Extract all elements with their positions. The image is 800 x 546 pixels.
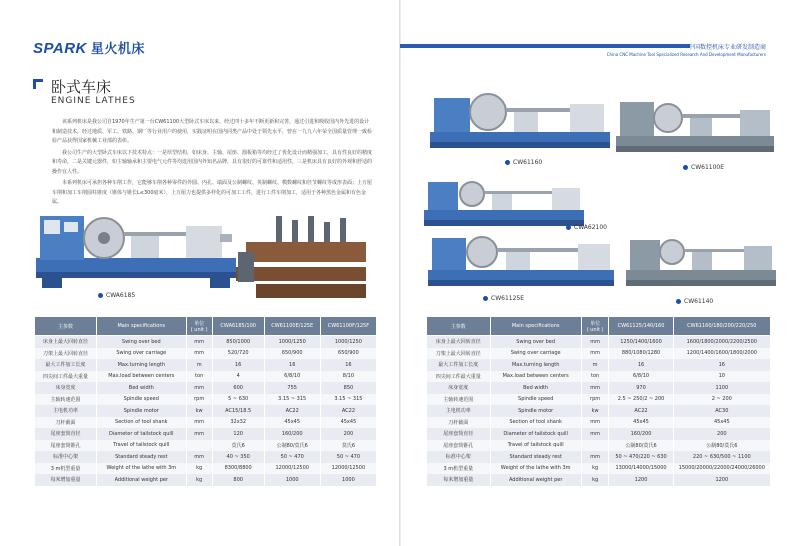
table-row [35, 359, 377, 371]
table-cell: ton [581, 371, 609, 383]
table-row [427, 382, 771, 394]
caption-cw61125e [483, 295, 524, 302]
table-row [35, 451, 377, 463]
table-cell: 3.15 ~ 315 [320, 394, 376, 406]
table-cell: 45x45 [609, 417, 673, 429]
table-cell: kg [581, 474, 609, 486]
table-row [427, 451, 771, 463]
table-cell: mm [581, 417, 609, 429]
left-spec-table [34, 316, 377, 486]
lathe-cwa6185-image [36, 208, 236, 290]
table-cell: 2 ~ 200 [673, 394, 770, 406]
caption-text: CW61160 [513, 159, 543, 166]
table-cell: mm [581, 451, 609, 463]
table-row [427, 474, 771, 486]
table-cell: 最大工件加工长度 [427, 359, 491, 371]
table-row [35, 371, 377, 383]
caption-cw61140 [676, 298, 713, 305]
caption-cw61100e [683, 164, 724, 171]
table-cell: 床身上最大回转直径 [427, 336, 491, 348]
table-cell: 50 ~ 470 [264, 451, 320, 463]
right-table-body [427, 336, 771, 486]
table-cell: 8/10 [320, 371, 376, 383]
caption-dot-icon [683, 165, 688, 170]
table-row [35, 336, 377, 348]
table-row [35, 417, 377, 429]
table-cell: 刀架上最大回转直径 [35, 348, 97, 360]
table-row [35, 474, 377, 486]
table-cell: 莫氏6 [320, 440, 376, 452]
tagline-cn: 中国数控机床专业研发制造商 [687, 44, 766, 51]
table-cell: Section of tool shank [490, 417, 581, 429]
table-cell: 床身上最大回转直径 [35, 336, 97, 348]
table-cell: AC15/18.5 [212, 405, 264, 417]
column-header: 主参数 [35, 317, 97, 336]
table-cell: Diameter of tailstock quill [97, 428, 186, 440]
table-cell: 2.5 ~ 250/2 ~ 200 [609, 394, 673, 406]
table-cell: 尾座套筒锥孔 [35, 440, 97, 452]
table-cell: Additional weight per [97, 474, 186, 486]
table-row [35, 394, 377, 406]
table-cell: Max.turning length [97, 359, 186, 371]
caption-text: CW61125E [491, 295, 524, 302]
table-row [427, 428, 771, 440]
lathe-cwa62100-image [424, 178, 584, 230]
table-cell: 12000/12500 [320, 463, 376, 475]
table-cell: 45x45 [673, 417, 770, 429]
table-cell: Max.load between centers [97, 371, 186, 383]
lathe-cw61100e-image [616, 98, 774, 158]
table-cell: 1000/1250 [320, 336, 376, 348]
table-row [35, 463, 377, 475]
table-cell: kg [581, 463, 609, 475]
table-cell: mm [186, 348, 212, 360]
table-cell: Travel of tailstock quill [490, 440, 581, 452]
table-cell: 四尖间工件最大重量 [427, 371, 491, 383]
table-cell: 标准中心架 [427, 451, 491, 463]
table-cell: 每米增加重量 [35, 474, 97, 486]
castings-image [236, 212, 376, 304]
column-header: Main specifications [490, 317, 581, 336]
table-cell: m [186, 359, 212, 371]
table-cell: 520/720 [212, 348, 264, 360]
table-cell: mm [581, 336, 609, 348]
table-cell: 5 ~ 630 [212, 394, 264, 406]
table-cell: rpm [581, 394, 609, 406]
table-cell: 16 [320, 359, 376, 371]
table-cell: 50 ~ 470/220 ~ 630 [609, 451, 673, 463]
table-cell: Spindle speed [490, 394, 581, 406]
table-cell: ton [186, 371, 212, 383]
caption-dot-icon [98, 293, 103, 298]
column-header: 单位 ( unit ) [581, 317, 609, 336]
table-cell: 3.15 ~ 315 [264, 394, 320, 406]
table-cell: 公制80/莫氏6 [264, 440, 320, 452]
intro-paragraph: 该系列机床是我公司自1970年生产第一台CW61100大型卧式车床以来，经过四十多年不断更新和完善，通过引进和吸收国内外先进的设计和制造技术，经过地质、军工、铁路、钢厂等行业用户的使用，实践证明在国内同类产品中处于领先水平，曾在一九九六年荣全国质量管理一致检验产品获得国家机械工业部的表彰。 [52, 119, 373, 144]
table-cell: mm [186, 336, 212, 348]
table-cell: Swing over bed [490, 336, 581, 348]
lathe-cw61125e-image [428, 234, 614, 292]
table-row [427, 348, 771, 360]
table-cell: Spindle motor [490, 405, 581, 417]
table-cell: Weight of the lathe with 3m [97, 463, 186, 475]
table-cell: mm [186, 428, 212, 440]
table-cell: 800 [212, 474, 264, 486]
table-header-row [427, 317, 771, 336]
caption-dot-icon [483, 296, 488, 301]
right-page [400, 0, 800, 546]
table-cell: 莫氏6 [212, 440, 264, 452]
table-cell: 主轴转速范围 [427, 394, 491, 406]
table-cell: mm [186, 417, 212, 429]
column-header: 单位 ( unit ) [186, 317, 212, 336]
table-cell: 1000 [264, 474, 320, 486]
column-header: CW61125/140/160 [609, 317, 673, 336]
table-cell: Swing over carriage [97, 348, 186, 360]
table-row [427, 463, 771, 475]
title-marker-icon [33, 79, 43, 89]
table-cell: 刀架上最大回转直径 [427, 348, 491, 360]
table-cell: Standard steady rest [490, 451, 581, 463]
table-row [427, 417, 771, 429]
table-cell: 标准中心架 [35, 451, 97, 463]
column-header: CW61160/180/200/220/250 [673, 317, 770, 336]
table-cell: 160/200 [264, 428, 320, 440]
caption-cwa62100 [566, 224, 607, 231]
table-cell: Additional weight per [490, 474, 581, 486]
table-cell: mm [581, 348, 609, 360]
section-title-en: ENGINE LATHES [51, 96, 136, 106]
table-cell: 650/900 [320, 348, 376, 360]
table-cell: 15000/20000/22000/24000/26000 [673, 463, 770, 475]
intro-paragraph: 我公司生产的大型卧式车床以下技术特点：一是厚型结构，如床身、主轴、尾座、溜板箱等均经过了优化设计而精强加工，具有性良好的精度和寿命，二是关键元器件，如主轴轴承和主要电气元件等均选用国内外知名品牌，具有很好的可靠性和适用性，三是机床具有良好的外观和舒适的操作宜人性。 [52, 149, 373, 175]
table-cell: 尾座套筒直径 [35, 428, 97, 440]
header-tagline [607, 42, 766, 57]
table-cell: 公制80/莫氏6 [673, 440, 770, 452]
table-row [427, 440, 771, 452]
table-cell: 3 m机型重量 [427, 463, 491, 475]
table-cell: 650/900 [264, 348, 320, 360]
lathe-cw61160-image [430, 92, 610, 154]
table-row [427, 371, 771, 383]
table-cell: 主电机功率 [35, 405, 97, 417]
table-cell: 尾座套筒直径 [427, 428, 491, 440]
section-title-cn: 卧式车床 [51, 78, 112, 96]
table-row [35, 440, 377, 452]
table-row [427, 359, 771, 371]
table-cell: m [581, 359, 609, 371]
table-row [427, 394, 771, 406]
table-cell: 刀杆截面 [427, 417, 491, 429]
table-cell: 12000/12500 [264, 463, 320, 475]
table-cell: 1600/1800/2000/2200/2500 [673, 336, 770, 348]
table-row [427, 405, 771, 417]
caption-text: CW61100E [691, 164, 724, 171]
table-cell: mm [186, 382, 212, 394]
table-cell: 220 ~ 630/500 ~ 1100 [673, 451, 770, 463]
table-header-row [35, 317, 377, 336]
table-cell: 40 ~ 350 [212, 451, 264, 463]
table-cell: 4 [212, 371, 264, 383]
table-cell: 床身宽度 [427, 382, 491, 394]
table-cell: Max.turning length [490, 359, 581, 371]
table-cell: 200 [673, 428, 770, 440]
table-cell: 刀杆截面 [35, 417, 97, 429]
table-cell: Section of tool shank [97, 417, 186, 429]
caption-text: CWA62100 [574, 224, 607, 231]
column-header: CW61100E/125E [264, 317, 320, 336]
table-cell: AC22 [264, 405, 320, 417]
table-cell: 6/8/10 [609, 371, 673, 383]
table-cell: 880/1080/1280 [609, 348, 673, 360]
table-cell: 200 [320, 428, 376, 440]
table-cell: Bed width [97, 382, 186, 394]
table-cell: Swing over bed [97, 336, 186, 348]
table-cell: 755 [264, 382, 320, 394]
caption-cwa6185 [98, 292, 135, 299]
table-cell: 1000/1250 [264, 336, 320, 348]
logo-cn: 星火机床 [90, 42, 145, 57]
table-cell: 1250/1400/1600 [609, 336, 673, 348]
table-cell: Max.load between centers [490, 371, 581, 383]
table-cell: 160/200 [609, 428, 673, 440]
table-cell: 600 [212, 382, 264, 394]
table-cell: 8300/8800 [212, 463, 264, 475]
table-cell: 1200 [673, 474, 770, 486]
table-cell: Standard steady rest [97, 451, 186, 463]
table-cell: 45x45 [320, 417, 376, 429]
caption-dot-icon [566, 225, 571, 230]
caption-text: CW61140 [684, 298, 714, 305]
table-cell: 主轴转速范围 [35, 394, 97, 406]
table-row [35, 405, 377, 417]
table-cell: 16 [673, 359, 770, 371]
table-cell: 10 [673, 371, 770, 383]
table-cell: kw [581, 405, 609, 417]
column-header: CWA6185/100 [212, 317, 264, 336]
table-cell: 6/8/10 [264, 371, 320, 383]
table-cell: 970 [609, 382, 673, 394]
table-cell: kg [186, 474, 212, 486]
table-cell: 45x45 [264, 417, 320, 429]
table-cell: Spindle speed [97, 394, 186, 406]
table-cell: kw [186, 405, 212, 417]
table-cell: 1100 [673, 382, 770, 394]
column-header: CW61100F/125F [320, 317, 376, 336]
table-cell: 3 m机型重量 [35, 463, 97, 475]
table-cell: 1200/1400/1600/1800/2000 [673, 348, 770, 360]
column-header: Main specifications [97, 317, 186, 336]
table-cell: 床身宽度 [35, 382, 97, 394]
table-cell: rpm [186, 394, 212, 406]
intro-paragraph: 本系列机床可承担各种车削工作，它能够车削各种零件的外圆、内孔、端面及公制螺纹、英制螺纹、模数螺纹和径节螺纹等成形表面；上万厘车削和加工车削圆柱锥度（锥体与锥长L≤300毫米），上万厘力也提供多样化的可加工工件，进行工件车削加工，适用于各种黑色金属和有色金属。 [52, 180, 373, 205]
table-cell: Weight of the lathe with 3m [490, 463, 581, 475]
table-cell: mm [581, 428, 609, 440]
caption-dot-icon [505, 160, 510, 165]
table-row [427, 336, 771, 348]
table-cell [186, 440, 212, 452]
table-cell: 850 [320, 382, 376, 394]
left-table-body [35, 336, 377, 486]
table-cell [581, 440, 609, 452]
table-cell: 850/1000 [212, 336, 264, 348]
table-cell: 尾座套筒锥孔 [427, 440, 491, 452]
table-cell: 16 [264, 359, 320, 371]
table-cell: Spindle motor [97, 405, 186, 417]
column-header: 主参数 [427, 317, 491, 336]
caption-cw61160 [505, 159, 542, 166]
table-row [35, 428, 377, 440]
table-cell: Bed width [490, 382, 581, 394]
intro-text [52, 118, 372, 210]
table-cell: 每米增加重量 [427, 474, 491, 486]
table-cell: AC22 [320, 405, 376, 417]
logo-latin: SPARK [33, 40, 87, 57]
right-spec-table [426, 316, 771, 486]
table-cell: 1200 [609, 474, 673, 486]
table-row [35, 348, 377, 360]
table-cell: AC22 [609, 405, 673, 417]
tagline-en: China CNC Machine Tool Specialized Research And Development Manufacturers [606, 52, 766, 57]
table-cell: 四尖间工件最大重量 [35, 371, 97, 383]
table-cell: Diameter of tailstock quill [490, 428, 581, 440]
table-row [35, 382, 377, 394]
table-cell: mm [581, 382, 609, 394]
table-cell: 120 [212, 428, 264, 440]
table-cell: 32x32 [212, 417, 264, 429]
table-cell: kg [186, 463, 212, 475]
table-cell: 公制80/莫氏6 [609, 440, 673, 452]
table-cell: 最大工件加工长度 [35, 359, 97, 371]
caption-dot-icon [676, 299, 681, 304]
table-cell: 50 ~ 470 [320, 451, 376, 463]
spark-logo [33, 38, 145, 57]
caption-text: CWA6185 [106, 292, 136, 299]
table-cell: Travel of tailstock quill [97, 440, 186, 452]
table-cell: AC30 [673, 405, 770, 417]
table-cell: 16 [212, 359, 264, 371]
table-cell: 主电机功率 [427, 405, 491, 417]
table-cell: 13000/14000/15000 [609, 463, 673, 475]
lathe-cw61140-image [626, 236, 776, 292]
table-cell: Swing over carriage [490, 348, 581, 360]
table-cell: mm [186, 451, 212, 463]
table-cell: 1000 [320, 474, 376, 486]
table-cell: 16 [609, 359, 673, 371]
